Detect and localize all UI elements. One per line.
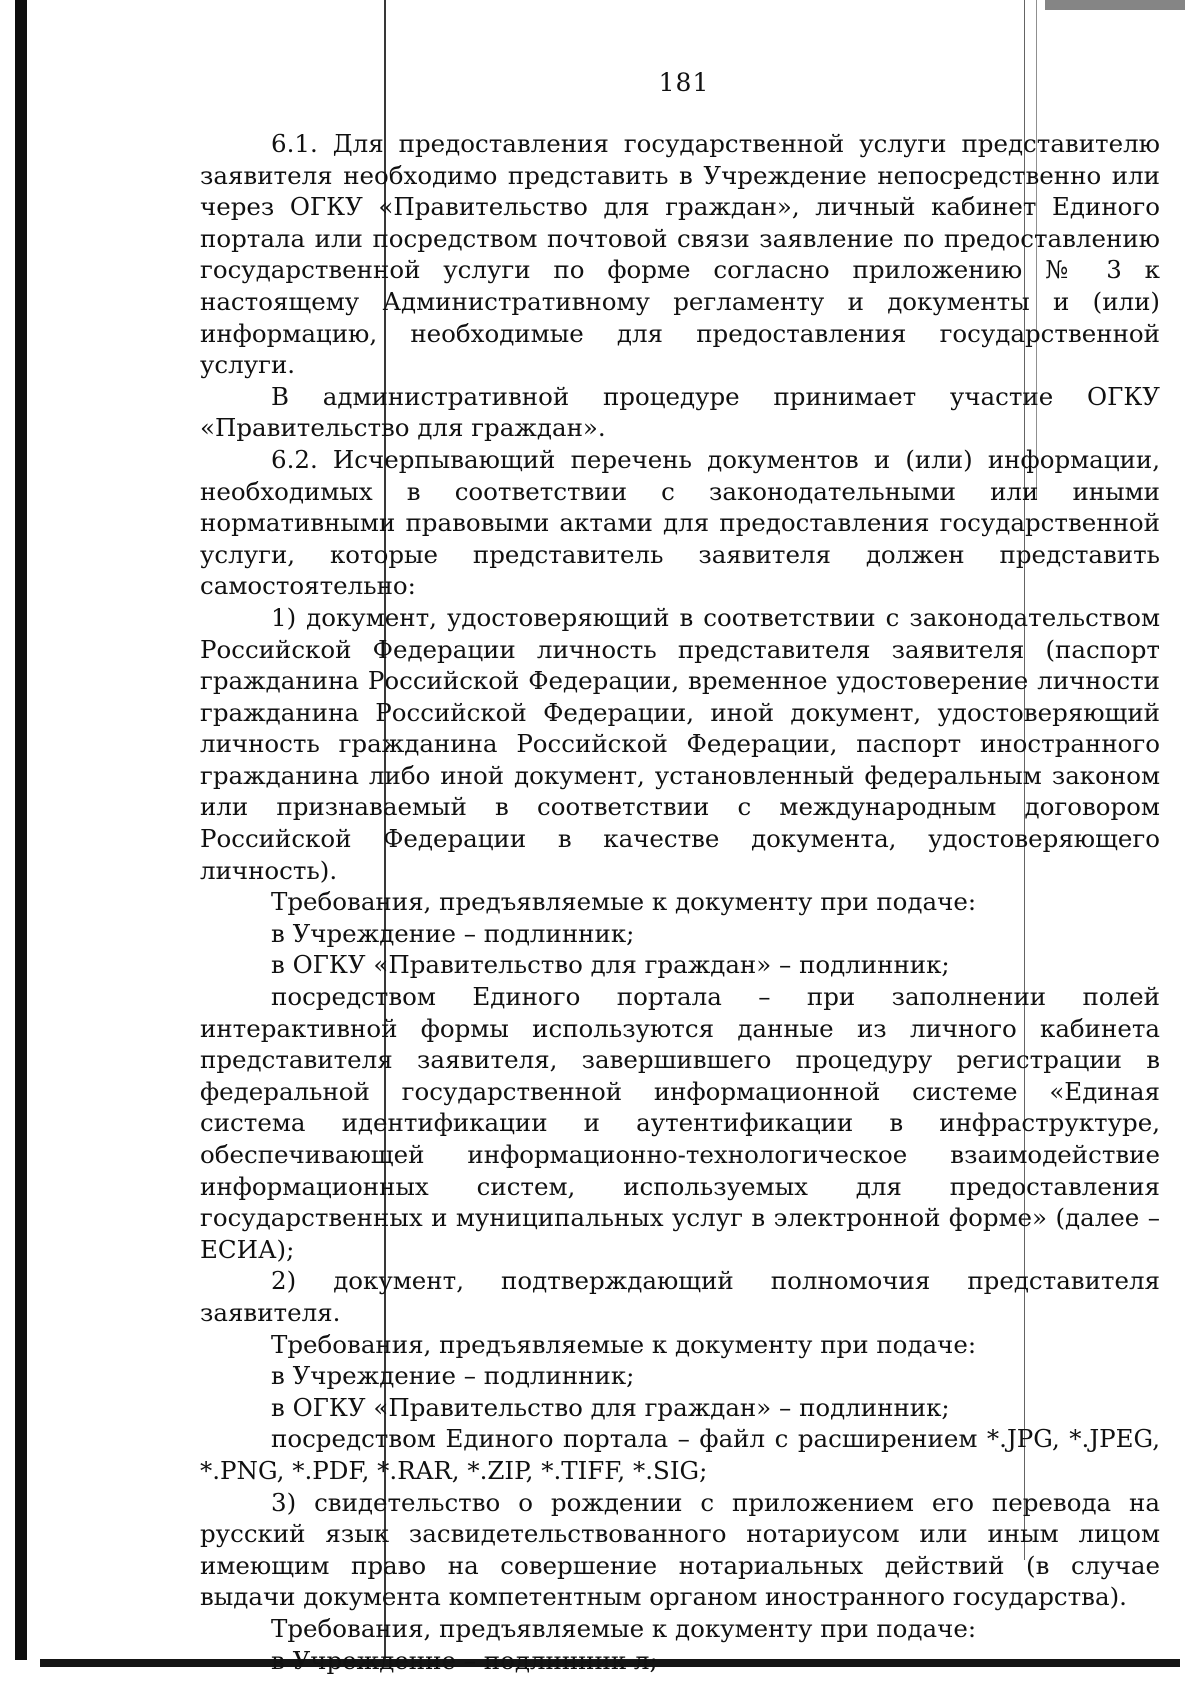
requirement-item: в ОГКУ «Правительство для граждан» – подлинник; bbox=[271, 950, 950, 980]
document-body bbox=[200, 128, 1160, 1676]
requirement-item: в Учреждение – подлинник л; bbox=[271, 1645, 658, 1675]
requirements-heading: Требования, предъявляемые к документу при подаче: bbox=[271, 1329, 977, 1359]
requirements-heading: Требования, предъявляемые к документу при подаче: bbox=[271, 887, 977, 917]
requirement-item: посредством Единого портала – файл с расширением *.JPG, *.JPEG, *.PNG, *.PDF, *.RAR, *.ZIP, *.TIFF, *.SIG; bbox=[200, 1424, 1160, 1485]
requirement-item: в Учреждение – подлинник; bbox=[271, 1361, 635, 1391]
requirements-heading: Требования, предъявляемые к документу при подаче: bbox=[271, 1613, 977, 1643]
requirement-item: в Учреждение – подлинник; bbox=[271, 918, 635, 948]
scan-edge-left bbox=[15, 0, 27, 1660]
list-item-1: 1) документ, удостоверяющий в соответствии с законодательством Российской Федерации личность представителя заявителя (паспорт гражданина Российской Федерации, временное удостоверение личности гражданина Российской Федерации, иной документ, удостоверяющий личность гражданина Российской Федерации, паспорт иностранного гражданина либо иной документ, установленный федеральным законом или признаваемый в соответствии с международным договором Российской Федерации в качестве документа, удостоверяющего личность). bbox=[200, 602, 1160, 885]
scan-artifact-line bbox=[1045, 0, 1185, 10]
requirement-item: посредством Единого портала – при заполнении полей интерактивной формы используются данные из личного кабинета представителя заявителя, завершившего процедуру регистрации в федеральной государственной информационной системе «Единая система идентификации и аутентификации в инфраструктуре, обеспечивающей информационно-технологическое взаимодействие информационных систем, используемых для предоставления государственных и муниципальных услуг в электронной форме» (далее – ЕСИА); bbox=[200, 982, 1160, 1264]
page-number: 181 bbox=[658, 68, 710, 97]
list-item-3: 3) свидетельство о рождении с приложением его перевода на русский язык засвидетельствованного нотариусом или иным лицом имеющим право на совершение нотариальных действий (в случае выдачи документа компетентным органом иностранного государства). bbox=[200, 1487, 1160, 1612]
paragraph-participation: В административной процедуре принимает участие ОГКУ «Правительство для граждан». bbox=[200, 381, 1160, 443]
list-item-2: 2) документ, подтверждающий полномочия представителя заявителя. bbox=[200, 1266, 1160, 1327]
paragraph-6-1: 6.1. Для предоставления государственной услуги представителю заявителя необходимо представить в Учреждение непосредственно или через ОГКУ «Правительство для граждан», личный кабинет Единого портала или посредством почтовой связи заявление по предоставлению государственной услуги по форме согласно приложению № 3 к настоящему Административному регламенту и документы и (или) информацию, необходимые для предоставления государственной услуги. bbox=[200, 129, 1160, 380]
requirement-item: в ОГКУ «Правительство для граждан» – подлинник; bbox=[271, 1392, 950, 1422]
paragraph-6-2: 6.2. Исчерпывающий перечень документов и (или) информации, необходимых в соответствии с законодательными или иными нормативными правовыми актами для предоставления государственной услуги, которые представитель заявителя должен представить самостоятельно: bbox=[200, 444, 1160, 601]
